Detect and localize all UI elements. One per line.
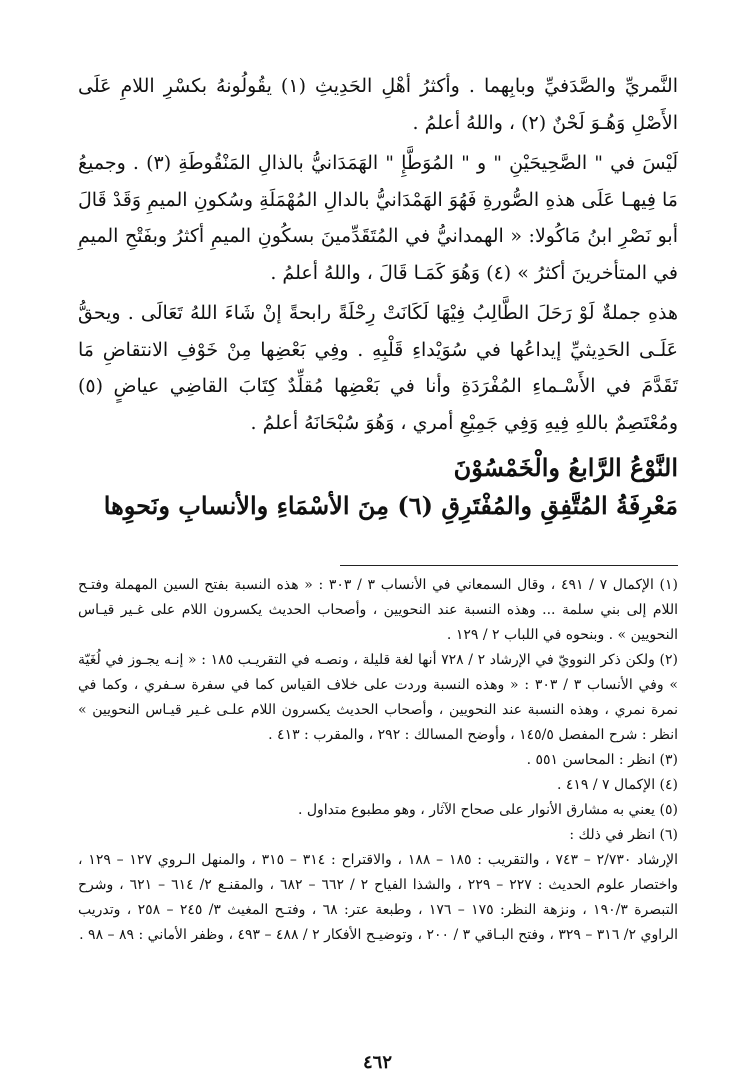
main-text [78,68,678,525]
section-heading-line-2: مَعْرِفَةُ المُتَّفِقِ والمُفْتَرِقِ (٦) مِنَ الأسْمَاءِ والأنسابِ ونَحوِها [103,491,678,520]
footnote-separator [340,565,678,566]
footnote-6-references: الإرشاد ٢/٧٣٠ – ٧٤٣ ، والتقريب : ١٨٥ – ١٨٨ ، والاقتراح : ٣١٤ – ٣١٥ ، والمنهل الـروي ١٢٧ – ١٢٩ ، واختصار علوم الحديث : ٢٢٧ – ٢٢٩ ، والشذا الفياح ٢ / ٦٦٢ – ٦٨٢ ، والمقنـع ٢/ ٦١٤ – ٦٢١ ، وشرح التبصرة ١٩٠/٣ ، ونزهة النظر: ١٧٥ – ١٧٦ ، وطبعة عتر: ٦٨ ، وفتـح المغيث ٣/ ٢٤٥ – ٢٥٨ ، وتدريب الراوي ٢/ ٣١٦ – ٣٢٩ ، وفتح البـاقي ٣ / ٢٠٠ ، وتوضيـح الأفكار ٢ / ٤٨٨ – ٤٩٣ ، وظفر الأماني : ٨٩ – ٩٨ . [78,852,679,943]
footnote-3: (٣) انظر : المحاسن ٥٥١ . [526,752,678,768]
body-paragraph-2: لَيْسَ في " الصَّحِيحَيْنِ " و " المُوَطَّإِ " الهَمَدَانيُّ بالذالِ المَنْقُوطَةِ (٣) . وجميعُ مَا فِيهـا عَلَى هذهِ الصُّورةِ فَهُوَ الهَمْدَانيُّ بالدالِ المُهْمَلَةِ وسُكونِ الميمِ وَقَدْ قَالَ أبو نَصْرِ ابنُ مَاكُولا: « الهمدانيُّ في المُتَقَدِّمينَ بسكُونِ الميمِ أكثرُ وبفَتْحِ الميمِ في المتأخرينَ أكثرُ » (٤) وَهُوَ كَمَـا قَالَ ، واللهُ أعلمُ . [78,152,678,284]
section-heading-line-1: النَّوْعُ الرَّابعُ والْخَمْسُوْنَ [453,453,678,482]
footnote-6: (٦) انظر في ذلك : [569,827,678,843]
footnotes [78,573,678,948]
footnote-4: (٤) الإكمال ٧ / ٤١٩ . [556,777,678,793]
body-paragraph-1: النَّمريِّ والصَّدَفيِّ وبابِهما . وأكثرُ أهْلِ الحَدِيثِ (١) يقُولُونهُ بكسْرِ اللامِ عَلَى الأَصْلِ وَهُـوَ لَحْنٌ (٢) ، واللهُ أعلمُ . [78,75,678,134]
page-number: ٤٦٢ [362,1052,392,1073]
footnote-1: (١) الإكمال ٧ / ٤٩١ ، وقال السمعاني في الأنساب ٣ / ٣٠٣ : « هذه النسبة بفتح السين المهملة وفتـح اللام إلى بني سلمة ... وهذه النسبة عند النحويين ، وأصحاب الحديث يكسرون اللام على غـير قيـاس النحويين » . وبنحوه في اللباب ٢ / ١٢٩ . [78,577,678,643]
body-paragraph-3: هذهِ جملةٌ لَوْ رَحَلَ الطَّالِبُ فِيْهَا لَكَانَتْ رِحْلَةً رابحةً إنْ شَاءَ اللهُ تَعَالَى . ويحقُّ عَلَـى الحَدِيثيِّ إيداعُها في سُوَيْداءِ قَلْبِهِ . وفِي بَعْضِها مِنْ خَوْفِ الانتقاضِ مَا تَقَدَّمَ في الأَسْـماءِ المُفْرَدَةِ وأنا في بَعْضِها مُقلِّدٌ كِتَابَ القاضِي عياضٍ (٥) ومُعْتَصِمٌ باللهِ فِيهِ وَفِي جَمِيْعِ أمري ، وَهُوَ سُبْحَانَهُ أعلمُ . [78,302,678,434]
footnote-5: (٥) يعني به مشارق الأنوار على صحاح الآثار ، وهو مطبوع متداول . [297,802,678,818]
footnote-2: (٢) ولكن ذكر النوويّ في الإرشاد ٢ / ٧٢٨ أنها لغة قليلة ، ونصـه في التقريـب ١٨٥ : « إنـه يجـوز في لُغَيّة » وفي الأنساب ٣ / ٣٠٣ : « وهذه النسبة وردت على خلاف القياس كما في سفرة سـفري ، وكما في نمرة نمري ، وهذه النسبة عند النحويين ، وأصحاب الحديث يكسرون اللام علـى غـير قيـاس النحويين » انظر : شرح المفصل ١٤٥/٥ ، وأوضح المسالك : ٢٩٢ ، والمقرب : ٤١٣ . [78,652,678,743]
